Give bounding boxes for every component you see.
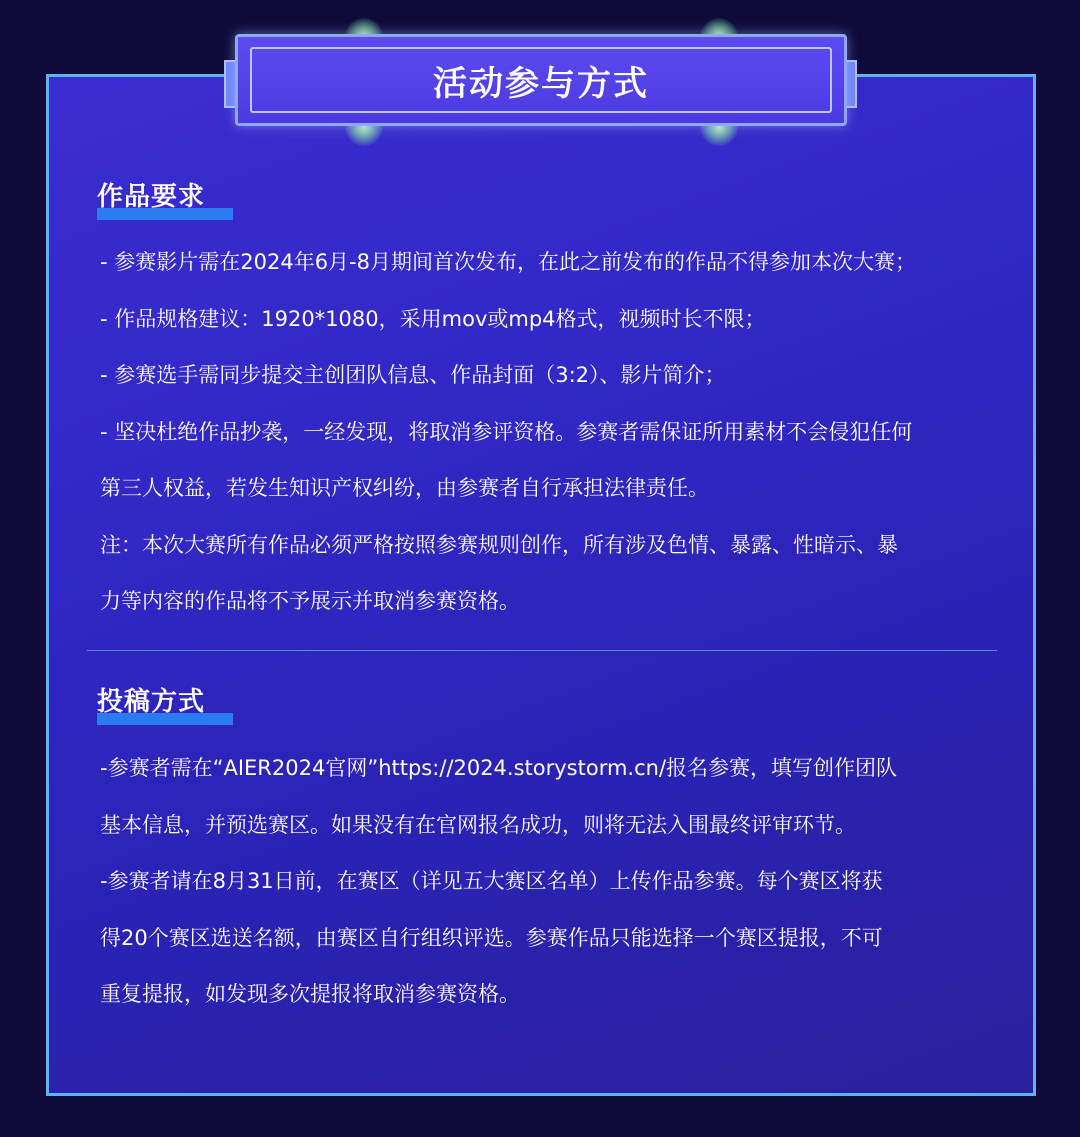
requirement-line: - 坚决杜绝作品抄袭，一经发现，将取消参评资格。参赛者需保证所用素材不会侵犯任何: [100, 419, 913, 444]
section-heading-text: 作品要求: [97, 182, 206, 212]
requirement-line: 力等内容的作品将不予展示并取消参赛资格。: [100, 589, 520, 613]
requirement-line: - 作品规格建议：1920*1080，采用mov或mp4格式，视频时长不限；: [100, 306, 766, 331]
section-heading-text: 投稿方式: [97, 687, 206, 717]
section-heading-requirements: [97, 180, 205, 220]
submission-line: 得20个赛区选送名额，由赛区自行组织评选。参赛作品只能选择一个赛区提报，不可: [100, 925, 883, 950]
requirement-line: 第三人权益，若发生知识产权纠纷，由参赛者自行承担法律责任。: [100, 476, 709, 500]
submission-line: 重复提报，如发现多次提报将取消参赛资格。: [100, 982, 520, 1006]
requirement-line: - 参赛选手需同步提交主创团队信息、作品封面（3:2）、影片简介；: [100, 363, 726, 387]
submission-text-block: [100, 740, 1000, 1023]
section-divider: [87, 650, 997, 651]
submission-line: -参赛者需在“AIER2024官网”https://2024.storystorm.cn/报名参赛，填写创作团队: [100, 756, 898, 780]
submission-line: -参赛者请在8月31日前，在赛区（详见五大赛区名单）上传作品参赛。每个赛区将获: [100, 869, 883, 893]
requirements-text-block: [100, 234, 1000, 630]
title-banner-inner: [250, 47, 832, 113]
requirement-line: - 参赛影片需在2024年6月-8月期间首次发布，在此之前发布的作品不得参加本次大赛；: [100, 250, 916, 274]
section-heading-submission: [97, 685, 205, 725]
submission-line: 基本信息，并预选赛区。如果没有在官网报名成功，则将无法入围最终评审环节。: [100, 812, 856, 837]
requirement-line: 注：本次大赛所有作品必须严格按照参赛规则创作，所有涉及色情、暴露、性暗示、暴: [100, 532, 898, 557]
page-title: 活动参与方式: [433, 63, 649, 104]
title-banner: [235, 34, 847, 126]
